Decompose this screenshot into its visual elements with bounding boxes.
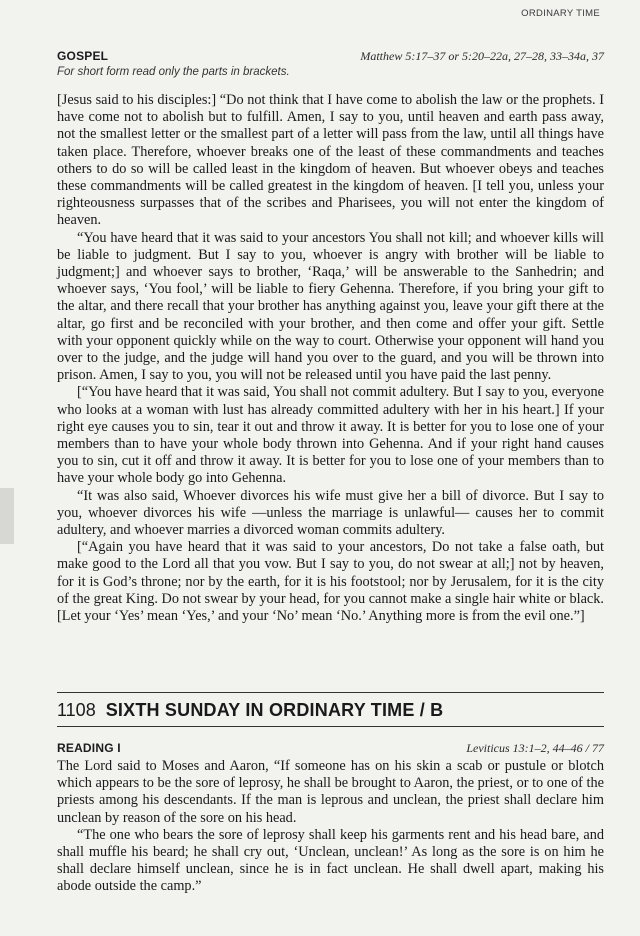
gospel-paragraph: “It was also said, Whoever divorces his wife must give her a bill of divorce. But I say to you, whoever divorces his wife —unless the marriage is unlawful— causes her to commit adultery, and whoever marries a divorced woman commits adultery. — [57, 487, 604, 539]
gospel-paragraph: “You have heard that it was said to your ancestors You shall not kill; and whoever kills will be liable to judgment. But I say to you, whoever is angry with brother will be liable to judgment;] and whoever says to brother, ‘Raqa,’ will be answerable to the Sanhedrin; and whoever says, ‘You fool,’ will be liable to fiery Gehenna. Therefore, if you bring your gift to the altar, and there recall that your brother has anything against you, leave your gift there at the altar, go first and be reconciled with your brother, and then come and offer your gift. Settle with your opponent quickly while on the way to court. Otherwise your opponent will hand you over to the judge, and the judge will hand you over to the guard, and you will be thrown into prison. Amen, I say to you, you will not be released until you have paid the last penny. — [57, 229, 604, 384]
day-heading — [57, 700, 443, 721]
section-rule-top — [57, 692, 604, 693]
gospel-label: GOSPEL — [57, 49, 109, 63]
short-form-note: For short form read only the parts in brackets. — [57, 66, 290, 78]
page-edge-tab — [0, 488, 14, 544]
reading-header — [57, 741, 604, 756]
reading-label: READING I — [57, 741, 121, 755]
running-head: ORDINARY TIME — [521, 8, 600, 19]
reading-paragraph: “The one who bears the sore of leprosy shall keep his garments rent and his head bare, and shall muffle his beard; he shall cry out, ‘Unclean, unclean!’ As long as the sore is on him he shall declare himself unclean, since he is in fact unclean. He shall dwell apart, making his abode outside the camp.” — [57, 826, 604, 895]
section-rule-bottom — [57, 726, 604, 727]
reading-citation: Leviticus 13:1–2, 44–46 / 77 — [466, 741, 604, 755]
reading-text — [57, 758, 604, 896]
gospel-paragraph: [Jesus said to his disciples:] “Do not think that I have come to abolish the law or the prophets. I have come not to abolish but to fulfill. Amen, I say to you, until heaven and earth pass away, not the smallest letter or the smallest part of a letter will pass from the law, until all things have taken place. Therefore, whoever breaks one of the least of these commandments and teaches others to do so will be called least in the kingdom of heaven. But whoever obeys and teaches these commandments will be called greatest in the kingdom of heaven. [I tell you, unless your righteousness surpasses that of the scribes and Pharisees, you will not enter the kingdom of heaven. — [57, 92, 604, 229]
reading-paragraph: The Lord said to Moses and Aaron, “If someone has on his skin a scab or pustule or blotch which appears to be the sore of leprosy, he shall be brought to Aaron, the priest, or to one of the priests among his descendants. If the man is leprous and unclean, the priest shall declare him unclean by reason of the sore on his head. — [57, 758, 604, 826]
day-title: SIXTH SUNDAY IN ORDINARY TIME / B — [105, 700, 444, 720]
day-number: 1108 — [57, 700, 96, 720]
gospel-header — [57, 49, 604, 64]
gospel-paragraph: [“Again you have heard that it was said to your ancestors, Do not take a false oath, but make good to the Lord all that you vow. But I say to you, do not swear at all;] not by heaven, for it is God’s throne; nor by the earth, for it is his footstool; nor by Jerusalem, for it is the city of the great King. Do not swear by your head, for you cannot make a single hair white or black. [Let your ‘Yes’ mean ‘Yes,’ and your ‘No’ mean ‘No.’ Anything more is from the evil one.”] — [57, 539, 604, 625]
gospel-citation: Matthew 5:17–37 or 5:20–22a, 27–28, 33–34a, 37 — [360, 49, 604, 63]
gospel-text — [57, 92, 604, 625]
gospel-paragraph: [“You have heard that it was said, You shall not commit adultery. But I say to you, everyone who looks at a woman with lust has already committed adultery with her in his heart.] If your right eye causes you to sin, tear it out and throw it away. It is better for you to lose one of your members than to have your whole body thrown into Gehenna. And if your right hand causes you to sin, cut it off and throw it away. It is better for you to lose one of your members than to have your whole body go into Gehenna. — [57, 384, 604, 487]
